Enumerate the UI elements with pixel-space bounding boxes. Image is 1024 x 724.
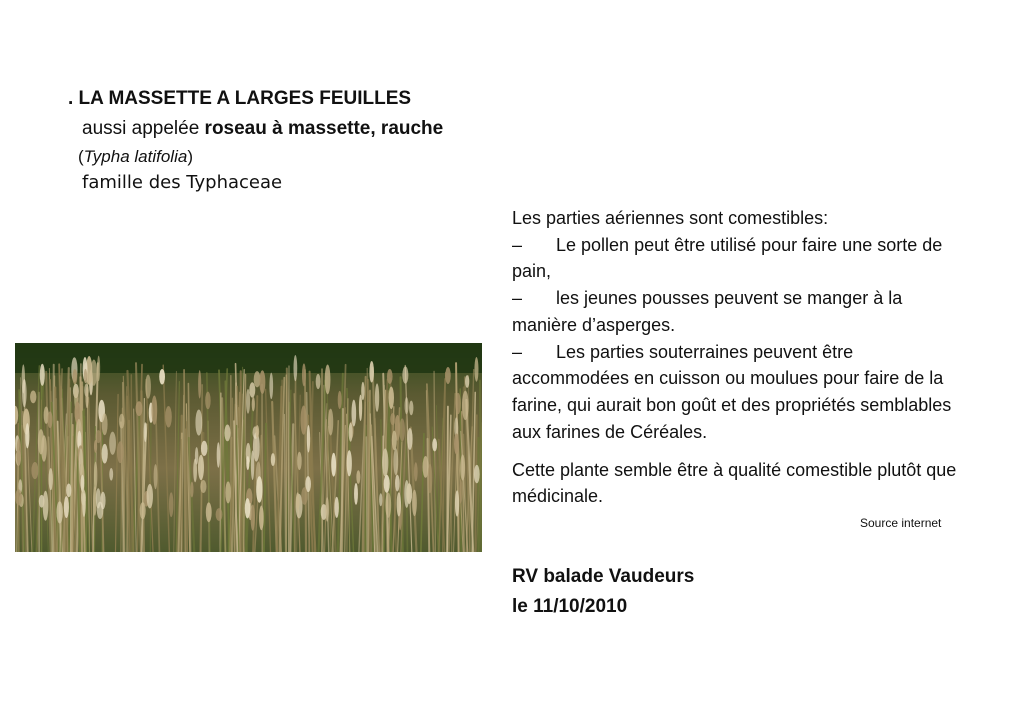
list-dash: –: [512, 234, 523, 255]
latin-close: ): [187, 147, 193, 166]
list-item-text: Le pollen peut être utilisé pour faire une sorte de pain,: [512, 234, 943, 282]
cattail-reeds-photo: [15, 343, 482, 552]
description-block: [512, 205, 962, 509]
meeting-info: [512, 562, 694, 622]
list-item: [512, 285, 962, 338]
list-item-text: les jeunes pousses peuvent se manger à la manière d’asperges.: [512, 288, 903, 335]
list-dash: –: [512, 341, 523, 362]
page-title: . LA MASSETTE A LARGES FEUILLES: [68, 88, 412, 109]
list-item: [512, 232, 962, 285]
family-line: famille des Typhaceae: [82, 172, 283, 193]
list-dash: –: [512, 288, 523, 309]
meeting-date: le 11/10/2010: [512, 596, 628, 617]
description-intro: Les parties aériennes sont comestibles:: [512, 208, 829, 228]
common-names: roseau à massette, rauche: [204, 118, 444, 139]
latin-name-line: [78, 147, 193, 167]
list-item-text: Les parties souterraines peuvent être accommodées en cuisson ou moulues pour faire de la farine, qui aurait bon goût et des propriétés semblables aux farines de Céréales.: [512, 341, 952, 442]
list-item: [512, 339, 962, 446]
meeting-title: RV balade Vaudeurs: [512, 566, 695, 587]
latin-open: (: [78, 147, 84, 166]
latin-name: Typha latifolia: [83, 147, 188, 166]
common-names-line: [82, 118, 443, 140]
description-conclusion: Cette plante semble être à qualité comestible plutôt que médicinale.: [512, 460, 957, 507]
source-credit: Source internet: [860, 516, 942, 530]
aka-prefix: aussi appelée: [82, 118, 205, 139]
